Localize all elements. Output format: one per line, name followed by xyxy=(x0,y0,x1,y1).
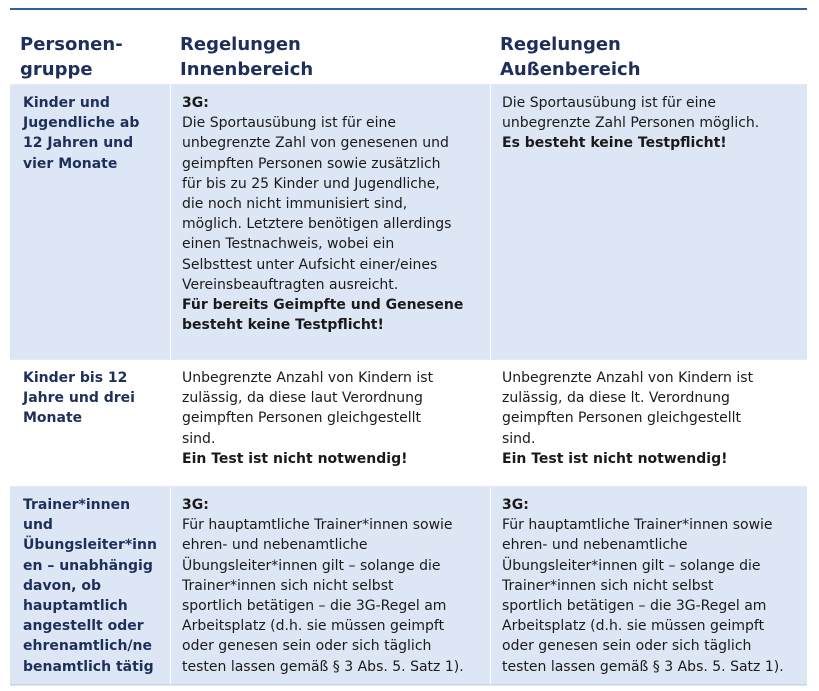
cell-innenbereich xyxy=(170,487,490,686)
rule-emphasis: Ein Test ist nicht notwendig! xyxy=(182,450,408,467)
cell-innenbereich xyxy=(170,360,490,486)
header-innenbereich: Regelungen Innenbereich xyxy=(180,34,314,80)
rule-text: Die Sportausübung ist für eine unbegrenzte Zahl von genesenen und geimpften Personen sowie zusätzlich für bis zu 25 Kinder und Jugendliche, die noch nicht immunisiert sind, möglich. Letztere benötigen allerdings einen Testnachweis, wobei ein Selbsttest unter Aufsicht einer/eines Vereinsbeauftragten ausreicht. xyxy=(182,115,452,293)
rule-emphasis: Für bereits Geimpfte und Genesene besteht keine Testpflicht! xyxy=(182,297,464,334)
header-aussenbereich: Regelungen Außenbereich xyxy=(500,34,641,80)
cell-innenbereich xyxy=(170,85,490,359)
rule-text: Unbegrenzte Anzahl von Kindern ist zulässig, da diese laut Verordnung geimpften Personen gleichgestellt sind. xyxy=(182,370,434,447)
rule-emphasis: Ein Test ist nicht notwendig! xyxy=(502,450,728,467)
row-group-label: Kinder und Jugendliche ab 12 Jahren und vier Monate xyxy=(23,95,140,172)
table-row xyxy=(10,84,807,359)
row-group-label: Kinder bis 12 Jahre und drei Monate xyxy=(23,370,135,427)
cell-aussenbereich xyxy=(490,487,807,686)
top-rule xyxy=(10,8,807,10)
row-group-label: Trainer*innen und Übungsleiter*inn en – unabhängig davon, ob hauptamtlich angestellt oder ehrenamtlich/ne benamtlich tätig xyxy=(23,497,157,675)
rule-emphasis: Es besteht keine Testpflicht! xyxy=(502,135,727,152)
rule-lead: 3G: xyxy=(182,497,209,513)
header-personengruppe: Personen- gruppe xyxy=(20,34,123,80)
table-row xyxy=(10,486,807,686)
rule-lead: 3G: xyxy=(502,497,529,513)
rule-text: Die Sportausübung ist für eine unbegrenzte Zahl Personen möglich. xyxy=(502,95,760,132)
cell-aussenbereich xyxy=(490,85,807,359)
regulation-table xyxy=(10,22,807,686)
bottom-rule xyxy=(10,684,807,685)
rule-text: Für hauptamtliche Trainer*innen sowie ehren- und nebenamtliche Übungsleiter*innen gilt – solange die Trainer*innen sich nicht selbst sportlich betätigen – die 3G-Regel am Arbeitsplatz (d.h. sie müssen geimpft oder genesen sein oder sich täglich testen lassen gemäß § 3 Abs. 5. Satz 1). xyxy=(182,517,464,675)
rule-text: Für hauptamtliche Trainer*innen sowie ehren- und nebenamtliche Übungsleiter*innen gilt – solange die Trainer*innen sich nicht selbst sportlich betätigen – die 3G-Regel am Arbeitsplatz (d.h. sie müssen geimpft oder genesen sein oder sich täglich testen lassen gemäß § 3 Abs. 5. Satz 1). xyxy=(502,517,784,675)
cell-aussenbereich xyxy=(490,360,807,486)
table-header xyxy=(10,22,807,84)
rule-lead: 3G: xyxy=(182,95,209,111)
rule-text: Unbegrenzte Anzahl von Kindern ist zulässig, da diese lt. Verordnung geimpften Personen gleichgestellt sind. xyxy=(502,370,754,447)
table-row xyxy=(10,359,807,486)
